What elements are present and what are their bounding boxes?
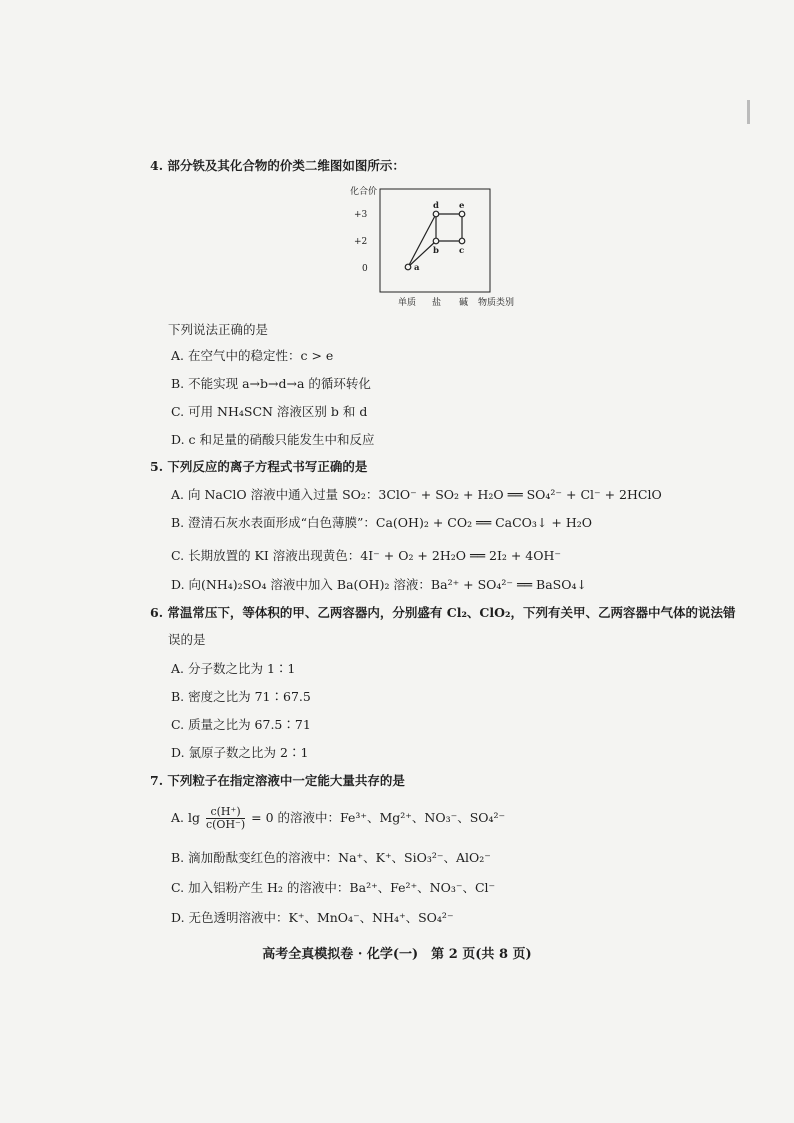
tick-x-2: 碱 (459, 298, 469, 308)
chart-point-e (459, 211, 465, 217)
chart-point-d (433, 211, 439, 217)
chart-point-label-a: a (414, 263, 420, 273)
q7-option-d: D. 无色透明溶液中：K⁺、MnO₄⁻、NH₄⁺、SO₄²⁻ (171, 910, 454, 925)
chart-point-a (405, 264, 411, 270)
chart-link-a-b (408, 241, 436, 267)
q6-option-c: C. 质量之比为 67.5∶71 (171, 717, 311, 732)
q5-option-d: D. 向(NH₄)₂SO₄ 溶液中加入 Ba(OH)₂ 溶液：Ba²⁺ + SO₄²⁻ ══ BaSO₄↓ (171, 577, 587, 592)
page-footer: 高考全真模拟卷 · 化学(一) 第 2 页(共 8 页) (262, 947, 532, 962)
tick-y-2: +2 (354, 237, 368, 247)
q7-option-a (171, 805, 505, 831)
chart-point-c (459, 238, 465, 244)
chart-point-label-b: b (433, 246, 439, 256)
tick-x-0: 单质 (398, 298, 417, 308)
chart-ylabel: 化合价 (350, 187, 378, 197)
q7-fraction-numerator: c(H⁺) (206, 806, 245, 819)
q6-option-a: A. 分子数之比为 1∶1 (171, 661, 296, 676)
q4-option-c: C. 可用 NH₄SCN 溶液区别 b 和 d (171, 404, 368, 419)
tick-y-0: 0 (362, 264, 368, 274)
q6-stem-line1: 6. 常温常压下，等体积的甲、乙两容器内，分别盛有 Cl₂、ClO₂，下列有关甲、乙两容器中气体的说法错 (150, 605, 736, 620)
tick-y-3: +3 (354, 210, 368, 220)
valence-class-chart (340, 184, 540, 314)
q6-option-b: B. 密度之比为 71∶67.5 (171, 689, 311, 704)
chart-point-label-d: d (433, 201, 439, 211)
q5-option-c: C. 长期放置的 KI 溶液出现黄色：4I⁻ + O₂ + 2H₂O ══ 2I₂ + 4OH⁻ (171, 548, 562, 563)
q5-option-b: B. 澄清石灰水表面形成“白色薄膜”：Ca(OH)₂ + CO₂ ══ CaCO₃↓ + H₂O (171, 515, 592, 530)
q4-option-a: A. 在空气中的稳定性：c > e (171, 348, 334, 363)
q5-stem: 5. 下列反应的离子方程式书写正确的是 (150, 459, 368, 474)
q4-intro: 下列说法正确的是 (168, 322, 269, 337)
scan-edge-mark (747, 100, 750, 124)
chart-xlabel: 物质类别 (478, 298, 515, 308)
q7-fraction-denominator: c(OH⁻) (205, 818, 246, 831)
q7-option-c: C. 加入铝粉产生 H₂ 的溶液中：Ba²⁺、Fe²⁺、NO₃⁻、Cl⁻ (171, 880, 496, 895)
q7-option-a-suffix: = 0 的溶液中：Fe³⁺、Mg²⁺、NO₃⁻、SO₄²⁻ (251, 810, 506, 825)
q6-option-d: D. 氯原子数之比为 2∶1 (171, 745, 309, 760)
chart-point-label-e: e (459, 201, 465, 211)
chart-link-a-d (408, 214, 436, 267)
chart-point-label-c: c (459, 246, 465, 256)
q7-option-b: B. 滴加酚酞变红色的溶液中：Na⁺、K⁺、SiO₃²⁻、AlO₂⁻ (171, 850, 491, 865)
q4-option-b: B. 不能实现 a→b→d→a 的循环转化 (171, 376, 371, 391)
q7-fraction (206, 806, 245, 831)
q4-option-d: D. c 和足量的硝酸只能发生中和反应 (171, 432, 375, 447)
q5-option-a: A. 向 NaClO 溶液中通入过量 SO₂：3ClO⁻ + SO₂ + H₂O ══ SO₄²⁻ + Cl⁻ + 2HClO (171, 487, 662, 502)
q7-stem: 7. 下列粒子在指定溶液中一定能大量共存的是 (150, 773, 405, 788)
q7-option-a-prefix: A. lg (171, 810, 200, 825)
q4-stem: 4. 部分铁及其化合物的价类二维图如图所示： (150, 158, 405, 173)
chart-point-b (433, 238, 439, 244)
tick-x-1: 盐 (432, 298, 442, 308)
q6-stem-line2: 误的是 (168, 632, 206, 647)
